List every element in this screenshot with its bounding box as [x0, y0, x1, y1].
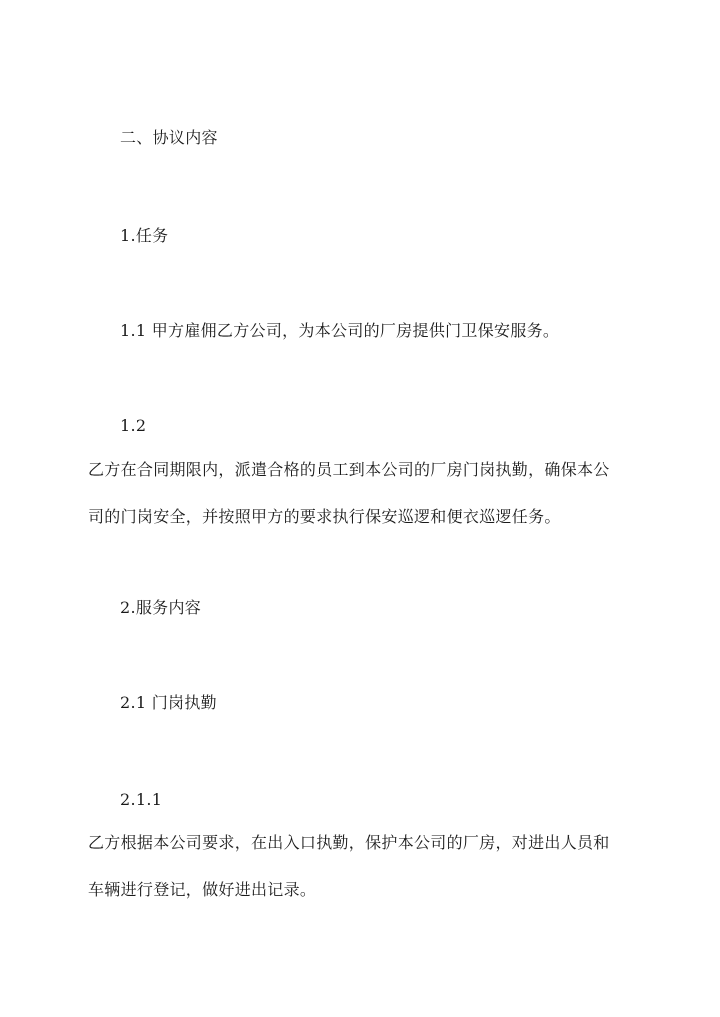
item-1-2-number: 1.2: [120, 416, 147, 435]
item-2-1-1-number: 2.1.1: [120, 790, 163, 809]
item-2-1-title: 2.1 门岗执勤: [120, 693, 217, 712]
item-2-1-1-text-line2: 车辆进行登记，做好进出记录。: [88, 880, 317, 899]
item-1-2-text-line2: 司的门岗安全，并按照甲方的要求执行保安巡逻和便衣巡逻任务。: [88, 507, 561, 526]
item-2-title: 2.服务内容: [120, 598, 202, 617]
item-1-1-text: 1.1 甲方雇佣乙方公司，为本公司的厂房提供门卫保安服务。: [120, 321, 560, 340]
item-1-2-text-line1: 乙方在合同期限内，派遣合格的员工到本公司的厂房门岗执勤，确保本公: [88, 460, 610, 479]
item-1-title: 1.任务: [120, 226, 169, 245]
section-heading: 二、协议内容: [120, 128, 218, 147]
item-2-1-1-text-line1: 乙方根据本公司要求，在出入口执勤，保护本公司的厂房，对进出人员和: [88, 833, 610, 852]
